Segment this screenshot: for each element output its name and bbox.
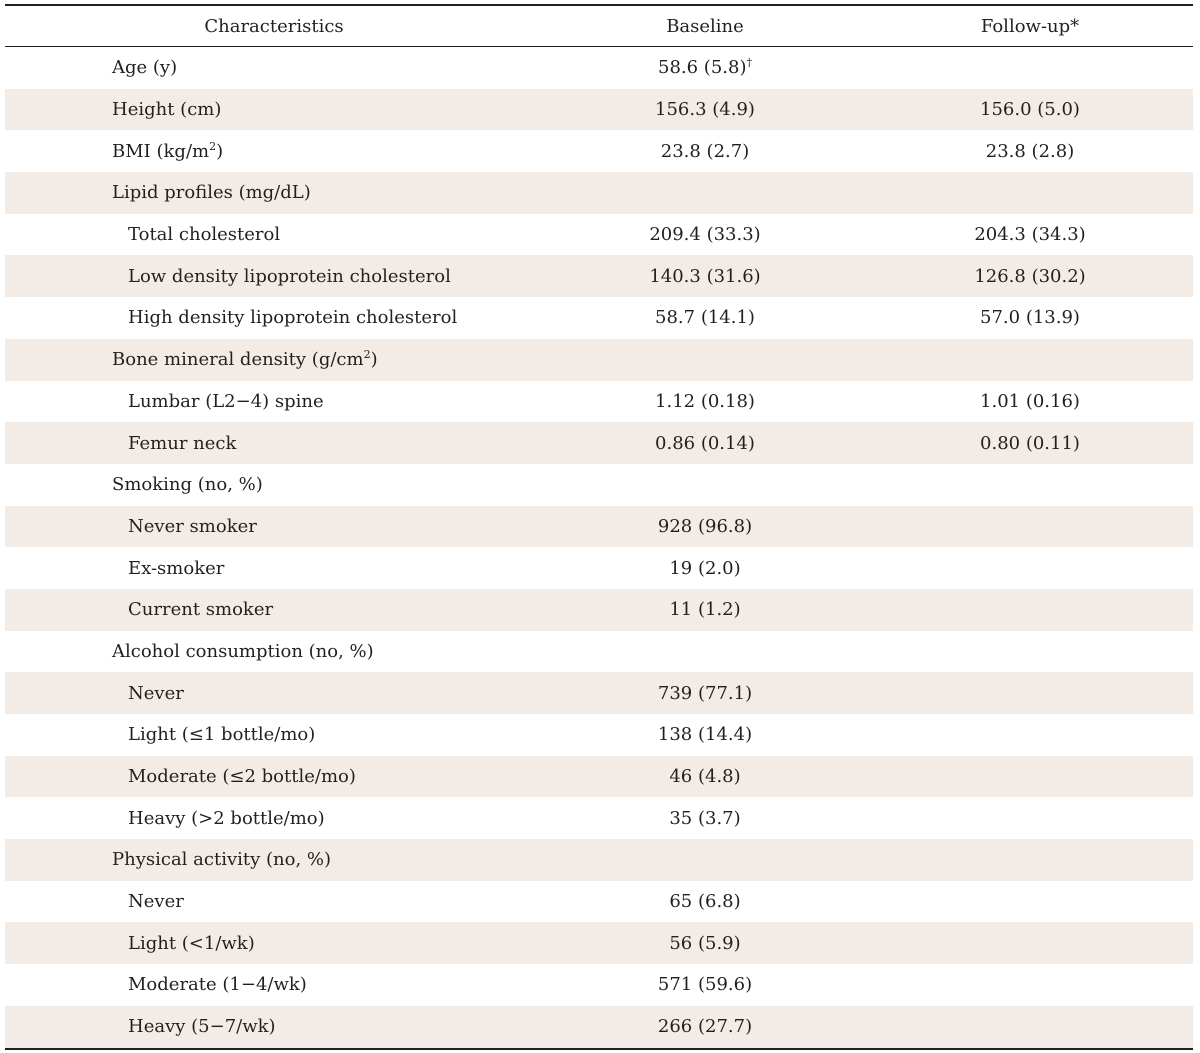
row-label: Never — [128, 682, 184, 704]
baseline-value: 0.86 (0.14) — [655, 432, 755, 454]
table-row — [5, 839, 1193, 881]
table-row — [5, 964, 1193, 1006]
row-label: Low density lipoprotein cholesterol — [128, 265, 451, 287]
followup-value: 1.01 (0.16) — [980, 390, 1080, 412]
table-row — [5, 922, 1193, 964]
table-row — [5, 547, 1193, 589]
row-label: Age (y) — [112, 57, 178, 79]
table-row — [5, 381, 1193, 423]
row-label: Heavy (>2 bottle/mo) — [128, 807, 325, 829]
baseline-value: 140.3 (31.6) — [649, 265, 761, 287]
baseline-value: 156.3 (4.9) — [655, 99, 755, 121]
row-label: BMI $(kg/m^2)$ — [112, 139, 224, 162]
table-header — [5, 6, 1193, 47]
footnote-mark: † — [746, 56, 752, 70]
followup-value: 156.0 (5.0) — [980, 99, 1080, 121]
baseline-value: 65 (6.8) — [669, 891, 741, 913]
row-label: Never — [128, 891, 184, 913]
table-row — [5, 130, 1193, 172]
table-row — [5, 756, 1193, 798]
followup-value: 204.3 (34.3) — [974, 224, 1086, 246]
baseline-value: 23.8 (2.7) — [660, 140, 750, 162]
table-row — [5, 47, 1193, 89]
table-row — [5, 589, 1193, 631]
baseline-value: 266 (27.7) — [657, 1016, 753, 1038]
row-label: Alcohol consumption (no, %) — [112, 640, 374, 662]
row-label: Light (≤1 bottle/mo) — [128, 724, 316, 746]
table-row — [5, 672, 1193, 714]
header-characteristics: Characteristics — [204, 15, 344, 37]
row-label: Lumbar (L2−4) spine — [128, 390, 324, 412]
row-label: Moderate (≤2 bottle/mo) — [128, 766, 356, 788]
baseline-value: 209.4 (33.3) — [649, 224, 761, 246]
baseline-value: 571 (59.6) — [657, 974, 753, 996]
baseline-value: 1.12 (0.18) — [655, 390, 755, 412]
row-label: Femur neck — [128, 432, 237, 454]
table-row — [5, 1006, 1193, 1048]
row-label: Smoking (no, %) — [112, 474, 263, 496]
followup-value: 126.8 (30.2) — [974, 265, 1086, 287]
table-row — [5, 339, 1193, 381]
followup-value: 23.8 (2.8) — [985, 140, 1075, 162]
row-label: Physical activity (no, %) — [112, 849, 332, 871]
header-baseline: Baseline — [666, 15, 744, 37]
row-label: Heavy (5−7/wk) — [128, 1016, 276, 1038]
row-label: Current smoker — [128, 599, 274, 621]
table-row — [5, 172, 1193, 214]
table-row — [5, 464, 1193, 506]
row-label: Light (<1/wk) — [128, 932, 255, 954]
baseline-value: 739 (77.1) — [657, 682, 753, 704]
table-row — [5, 89, 1193, 131]
table-row — [5, 631, 1193, 673]
table-row — [5, 881, 1193, 923]
row-label: Lipid profiles (mg/dL) — [112, 182, 311, 204]
followup-value: 0.80 (0.11) — [980, 432, 1080, 454]
table-row — [5, 214, 1193, 256]
baseline-value: 11 (1.2) — [669, 599, 741, 621]
row-label: Height (cm) — [112, 99, 222, 121]
table-row — [5, 714, 1193, 756]
row-label: Moderate (1−4/wk) — [128, 974, 307, 996]
table-row — [5, 297, 1193, 339]
table-row — [5, 255, 1193, 297]
followup-value: 57.0 (13.9) — [980, 307, 1080, 329]
row-label: Ex-smoker — [128, 557, 225, 579]
baseline-value: 58.6 (5.8)† — [658, 56, 752, 79]
baseline-value: 928 (96.8) — [657, 515, 753, 537]
baseline-value: 35 (3.7) — [669, 807, 741, 829]
baseline-value: 56 (5.9) — [669, 932, 741, 954]
row-label: Total cholesterol — [128, 224, 281, 246]
row-label: Never smoker — [128, 515, 257, 537]
baseline-value: 46 (4.8) — [669, 766, 741, 788]
header-followup: Follow-up* — [980, 15, 1080, 37]
table-row — [5, 422, 1193, 464]
table-row — [5, 506, 1193, 548]
baseline-value: 58.7 (14.1) — [655, 307, 755, 329]
baseline-value: 19 (2.0) — [669, 557, 741, 579]
characteristics-table — [5, 4, 1193, 1050]
baseline-value: 138 (14.4) — [657, 724, 753, 746]
row-label: Bone mineral density $(g/cm^2)$ — [112, 348, 378, 371]
row-label: High density lipoprotein cholesterol — [128, 307, 458, 329]
table-row — [5, 797, 1193, 839]
